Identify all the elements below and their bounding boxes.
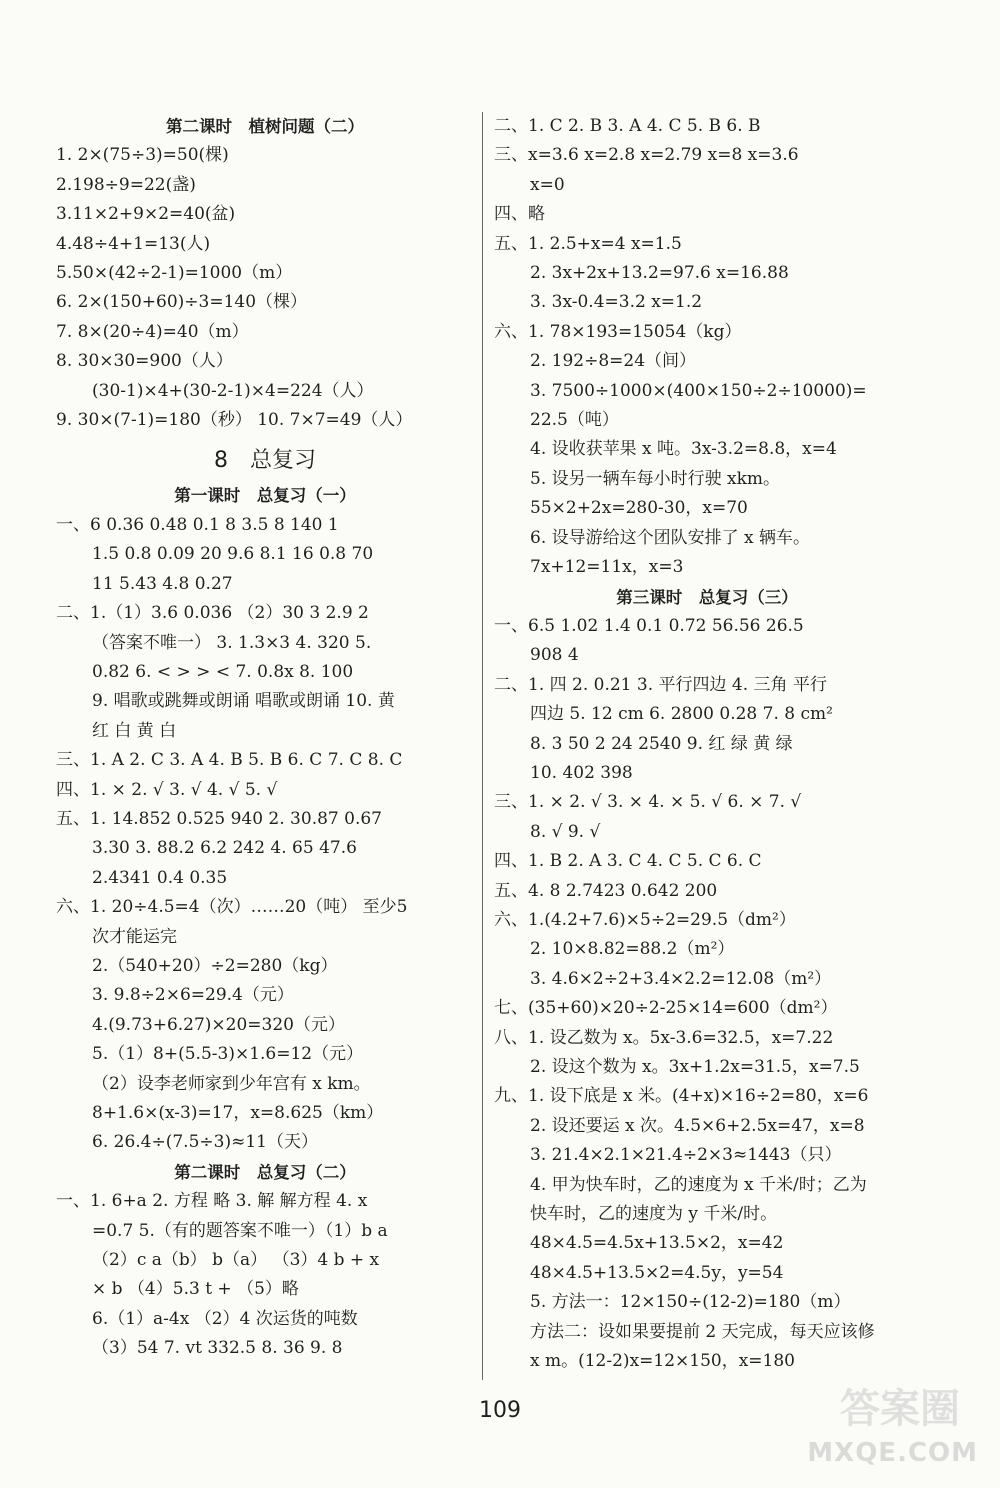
answer-line: （2）c a（b） b（a） （3）4 b + x — [92, 1250, 380, 1271]
lesson-heading: 第二课时 总复习（二） — [174, 1162, 356, 1182]
answer-line: 2. 设这个数为 x。3x+1.2x=31.5，x=7.5 — [530, 1057, 860, 1077]
answer-line: 方法二：设如果要提前 2 天完成，每天应该修 — [530, 1321, 875, 1342]
answer-line: 9. 30×(7-1)=180（秒） 10. 7×7=49（人） — [56, 410, 413, 431]
lesson-heading: 第一课时 总复习（一） — [174, 486, 356, 506]
answer-line: 2. 192÷8=24（间） — [530, 351, 697, 372]
answer-line: 48×4.5=4.5x+13.5×2，x=42 — [530, 1233, 784, 1254]
answer-line: 次才能运完 — [92, 926, 177, 947]
page-number: 109 — [479, 1398, 521, 1423]
answer-line: × b （4）5.3 t + （5）略 — [92, 1279, 299, 1300]
answer-line: 3. 21.4×2.1×21.4÷2×3≈1443（只） — [530, 1145, 842, 1166]
answer-line: （答案不唯一） 3. 1.3×3 4. 320 5. — [92, 632, 372, 653]
watermark — [718, 1378, 978, 1468]
answer-line: 4. 甲为快车时，乙的速度为 x 千米/时；乙为 — [530, 1174, 867, 1195]
answer-line: 九、1. 设下底是 x 米。(4+x)×16÷2=80，x=6 — [494, 1086, 869, 1107]
answer-line: 7. 8×(20÷4)=40（m） — [56, 321, 249, 342]
answer-line: 2. 3x+2x+13.2=97.6 x=16.88 — [530, 263, 789, 284]
answer-line: 3. 9.8÷2×6=29.4（元） — [92, 985, 294, 1006]
answer-line: 二、1. C 2. B 3. A 4. C 5. B 6. B — [494, 116, 761, 136]
answer-line: 6. 26.4÷(7.5÷3)≈11（天） — [92, 1132, 318, 1153]
answer-line: 5. 方法一：12×150÷(12-2)=180（m） — [530, 1292, 851, 1313]
answer-line: 1.5 0.8 0.09 20 9.6 8.1 16 0.8 70 — [92, 544, 374, 565]
answer-line: 3. 3x-0.4=3.2 x=1.2 — [530, 292, 703, 313]
answer-line: 3. 4.6×2÷2+3.4×2.2=12.08（m²） — [530, 968, 832, 989]
right-column — [494, 112, 920, 1376]
answer-line: (30-1)×4+(30-2-1)×4=224（人） — [92, 380, 374, 401]
answer-line: 四、1. B 2. A 3. C 4. C 5. C 6. C — [494, 851, 762, 872]
answer-line: 0.82 6. < > > < 7. 0.8x 8. 100 — [92, 661, 354, 682]
answer-line: 五、4. 8 2.7423 0.642 200 — [494, 880, 718, 901]
answer-line: 四边 5. 12 cm 6. 2800 0.28 7. 8 cm² — [530, 704, 833, 725]
answer-line: 一、6.5 1.02 1.4 0.1 0.72 56.56 26.5 — [494, 615, 804, 636]
answer-line: 8. √ 9. √ — [530, 821, 601, 842]
answer-line: 八、1. 设乙数为 x。5x-3.6=32.5，x=7.22 — [494, 1027, 834, 1048]
answer-line: 七、(35+60)×20÷2-25×14=600（dm²） — [494, 998, 838, 1019]
lesson-heading: 第二课时 植树问题（二） — [166, 117, 364, 136]
answer-line: 2. 10×8.82=88.2（m²） — [530, 939, 735, 960]
answer-line: 2.（540+20）÷2=280（kg） — [92, 955, 338, 976]
answer-line: 11 5.43 4.8 0.27 — [92, 573, 233, 594]
lesson-heading: 第三课时 总复习（三） — [616, 587, 798, 607]
chapter-heading: 8 总复习 — [214, 448, 316, 474]
answer-line: 二、1.（1）3.6 0.036 （2）30 3 2.9 2 — [56, 603, 369, 624]
answer-line: （2）设李老师家到少年宫有 x km。 — [92, 1073, 371, 1094]
answer-line: 五、1. 2.5+x=4 x=1.5 — [494, 233, 682, 254]
answer-line: 8+1.6×(x-3)=17，x=8.625（km） — [92, 1103, 384, 1123]
answer-line: 4. 设收获苹果 x 吨。3x-3.2=8.8，x=4 — [530, 439, 837, 460]
answer-line: 6. 2×(150+60)÷3=140（棵） — [56, 292, 308, 313]
answer-line: 10. 402 398 — [530, 762, 633, 783]
answer-line: x=0 — [530, 174, 565, 195]
answer-line: 5.（1）8+(5.5-3)×1.6=12（元） — [92, 1044, 364, 1065]
answer-line: 红 白 黄 白 — [92, 720, 177, 741]
watermark-site: MXQE.COM — [807, 1438, 978, 1468]
answer-line: 三、x=3.6 x=2.8 x=2.79 x=8 x=3.6 — [494, 145, 799, 166]
answer-line: 5. 设另一辆车每小时行驶 xkm。 — [530, 468, 781, 489]
answer-line: 一、1. 6+a 2. 方程 略 3. 解 解方程 4. x — [56, 1191, 368, 1212]
answer-line: x m。(12-2)x=12×150，x=180 — [530, 1351, 796, 1372]
answer-line: 7x+12=11x，x=3 — [530, 557, 684, 578]
left-column — [56, 112, 474, 1364]
answer-line: 四、1. × 2. √ 3. √ 4. √ 5. √ — [56, 779, 278, 800]
answer-line: （3）54 7. vt 332.5 8. 36 9. 8 — [92, 1338, 343, 1359]
column-divider — [482, 112, 483, 1380]
answer-line: 六、1. 20÷4.5=4（次）……20（吨） 至少5 — [56, 897, 408, 918]
answer-line: 五、1. 14.852 0.525 940 2. 30.87 0.67 — [56, 808, 382, 829]
answer-line: 三、1. A 2. C 3. A 4. B 5. B 6. C 7. C 8. C — [56, 750, 403, 771]
answer-line: 908 4 — [530, 645, 579, 666]
answer-line: 2.198÷9=22(盏) — [56, 174, 196, 195]
answer-line: 六、1.(4.2+7.6)×5÷2=29.5（dm²） — [494, 909, 796, 930]
answer-line: 4.(9.73+6.27)×20=320（元） — [92, 1014, 345, 1035]
answer-line: =0.7 5.（有的题答案不唯一）（1）b a — [92, 1220, 388, 1241]
answer-line: 8. 30×30=900（人） — [56, 351, 233, 372]
answer-line: 3. 7500÷1000×(400×150÷2÷10000)= — [530, 380, 867, 401]
answer-line: 二、1. 四 2. 0.21 3. 平行四边 4. 三角 平行 — [494, 674, 827, 695]
answer-line: 1. 2×(75÷3)=50(棵) — [56, 145, 229, 166]
answer-line: 48×4.5+13.5×2=4.5y，y=54 — [530, 1262, 784, 1283]
answer-line: 5.50×(42÷2-1)=1000（m） — [56, 263, 293, 284]
answer-line: 6. 设导游给这个团队安排了 x 辆车。 — [530, 527, 811, 548]
answer-line: 3.30 3. 88.2 6.2 242 4. 65 47.6 — [92, 838, 357, 859]
answer-line: 三、1. × 2. √ 3. × 4. × 5. √ 6. × 7. √ — [494, 792, 802, 813]
answer-line: 四、略 — [494, 204, 545, 225]
answer-line: 3.11×2+9×2=40(盆) — [56, 204, 236, 225]
answer-line: 55×2+2x=280-30，x=70 — [530, 498, 748, 519]
answer-line: 22.5（吨） — [530, 410, 619, 431]
answer-line: 2. 设还要运 x 次。4.5×6+2.5x=47，x=8 — [530, 1115, 865, 1136]
answer-line: 8. 3 50 2 24 2540 9. 红 绿 黄 绿 — [530, 733, 793, 754]
answer-line: 9. 唱歌或跳舞或朗诵 唱歌或朗诵 10. 黄 — [92, 691, 395, 712]
answer-line: 六、1. 78×193=15054（kg） — [494, 321, 742, 342]
answer-line: 6.（1）a-4x （2）4 次运货的吨数 — [92, 1308, 358, 1329]
watermark-logo: 答案圈 — [840, 1386, 960, 1432]
answer-line: 2.4341 0.4 0.35 — [92, 867, 228, 888]
answer-line: 一、6 0.36 0.48 0.1 8 3.5 8 140 1 — [56, 514, 339, 535]
answer-line: 快车时，乙的速度为 y 千米/时。 — [530, 1204, 778, 1225]
answer-line: 4.48÷4+1=13(人) — [56, 233, 211, 254]
